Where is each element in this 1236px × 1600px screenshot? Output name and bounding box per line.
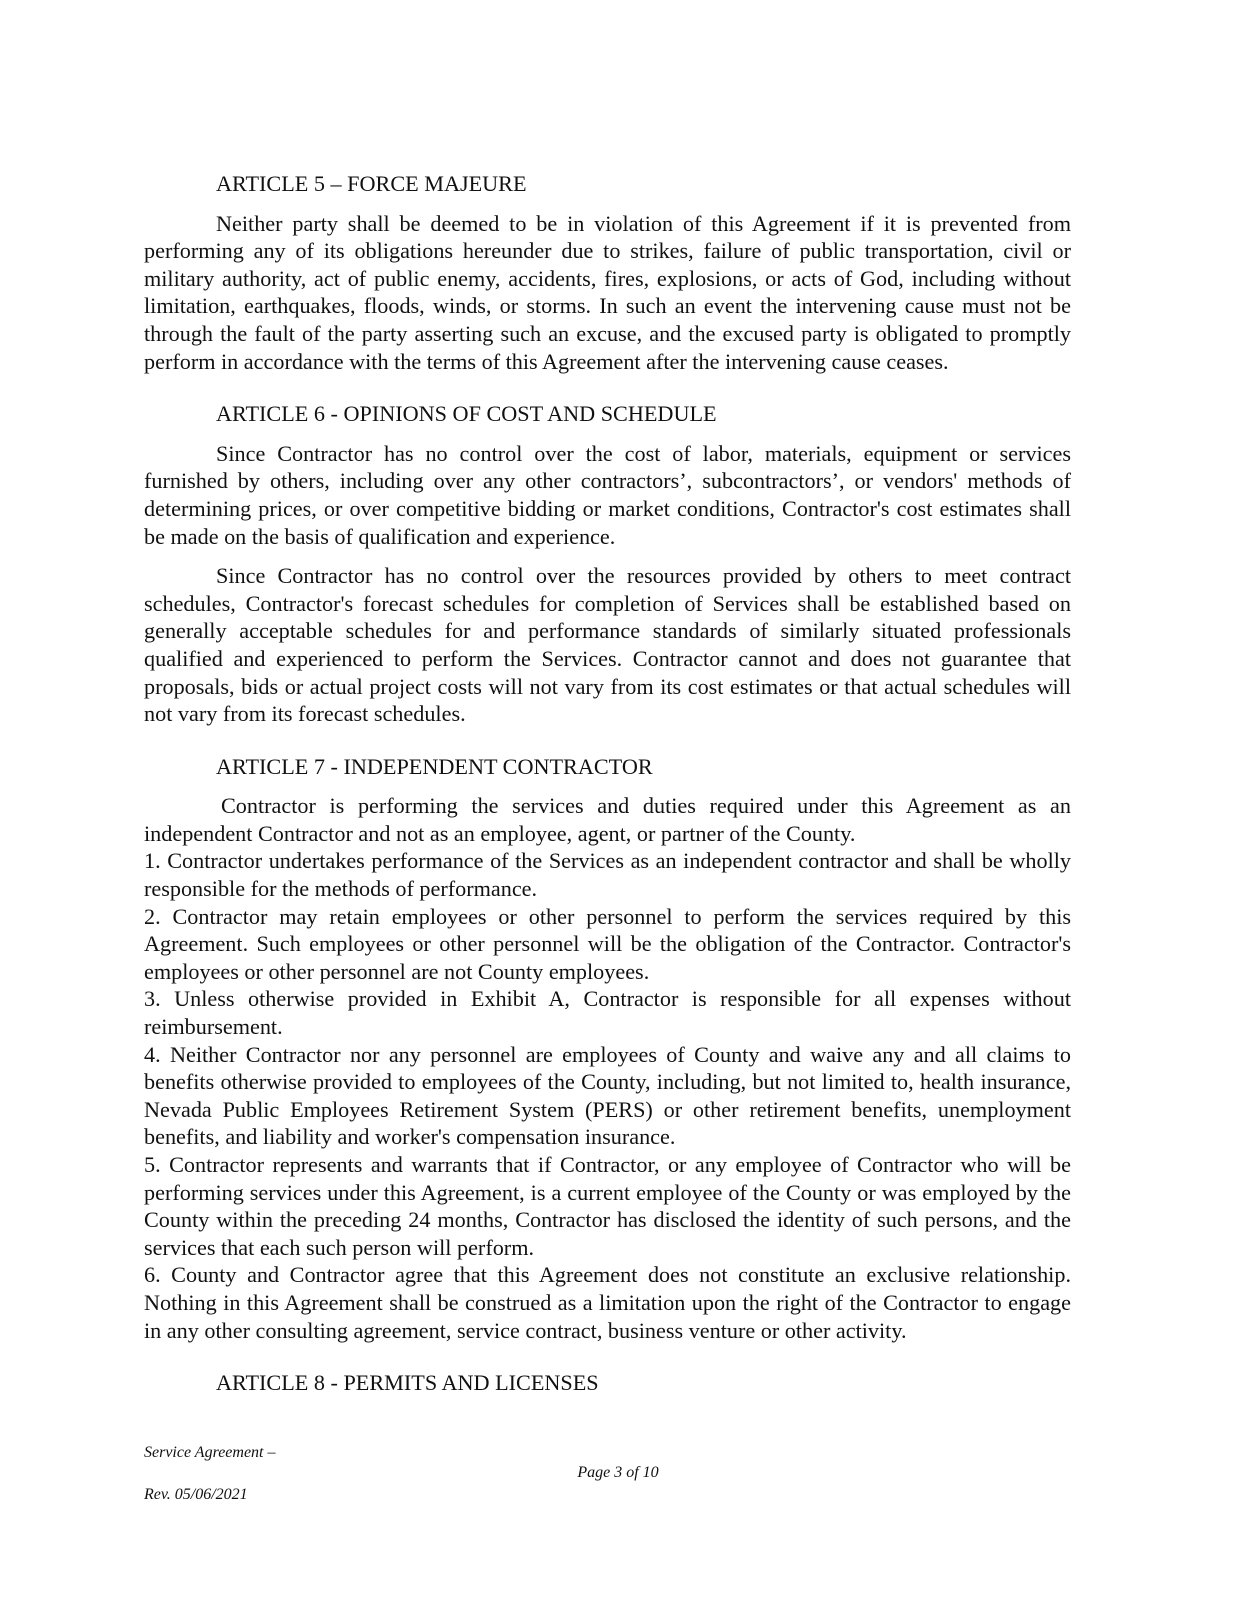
article-7-intro: Contractor is performing the services and duties required under this Agreement as an independent Contractor and not as an employee, agent, or partner of the County. <box>144 793 1071 846</box>
article-5-paragraph: Neither party shall be deemed to be in violation of this Agreement if it is prevented from performing any of its obligations hereunder due to strikes, failure of public transportation, civil or military authority, act of public enemy, accidents, fires, explosions, or acts of God, including without limitation, earthquakes, floods, winds, or storms. In such an event the intervening cause must not be through the fault of the party asserting such an excuse, and the excused party is obligated to promptly perform in accordance with the terms of this Agreement after the intervening cause ceases. <box>144 210 1071 374</box>
article-7-item-6: 6. County and Contractor agree that this Agreement does not constitute an exclusive relationship. Nothing in this Agreement shall be construed as a limitation upon the right of the Contractor to engage in any other consulting agreement, service contract, business venture or other activity. <box>144 1262 1071 1343</box>
document-body <box>144 170 1071 1397</box>
article-7-item-1: 1. Contractor undertakes performance of the Services as an independent contractor and shall be wholly responsible for the methods of performance. <box>144 848 1071 902</box>
article-7-heading: ARTICLE 7 - INDEPENDENT CONTRACTOR <box>216 753 653 779</box>
footer-document-title: Service Agreement – <box>144 1444 276 1461</box>
article-7-item-5: 5. Contractor represents and warrants that if Contractor, or any employee of Contractor who will be performing services under this Agreement, is a current employee of the County or was employed by the County within the preceding 24 months, Contractor has disclosed the identity of such persons, and the services that each such person will perform. <box>144 1152 1071 1260</box>
article-7-item-3: 3. Unless otherwise provided in Exhibit A, Contractor is responsible for all expenses without reimbursement. <box>144 986 1071 1040</box>
article-8-heading: ARTICLE 8 - PERMITS AND LICENSES <box>216 1370 599 1396</box>
footer-page-number: Page 3 of 10 <box>577 1464 659 1481</box>
article-7-item-2: 2. Contractor may retain employees or other personnel to perform the services required by this Agreement. Such employees or other personnel will be the obligation of the Contractor. Contractor's employees or other personnel are not County employees. <box>144 903 1071 984</box>
article-7-item-4: 4. Neither Contractor nor any personnel are employees of County and waive any and all claims to benefits otherwise provided to employees of the County, including, but not limited to, health insurance, Nevada Public Employees Retirement System (PERS) or other retirement benefits, unemployment benefits, and liability and worker's compensation insurance. <box>144 1041 1071 1150</box>
article-6-heading: ARTICLE 6 - OPINIONS OF COST AND SCHEDULE <box>216 401 717 427</box>
article-6-paragraph-cost: Since Contractor has no control over the cost of labor, materials, equipment or services furnished by others, including over any other contractors’, subcontractors’, or vendors' methods of determining prices, or over competitive bidding or market conditions, Contractor's cost estimates shall be made on the basis of qualification and experience. <box>144 440 1071 549</box>
article-5-heading: ARTICLE 5 – FORCE MAJEURE <box>216 171 527 196</box>
article-6-paragraph-schedule: Since Contractor has no control over the resources provided by others to meet contract schedules, Contractor's forecast schedules for completion of Services shall be established based on generally acceptable schedules for and performance standards of similarly situated professionals qualified and experienced to perform the Services. Contractor cannot and does not guarantee that proposals, bids or actual project costs will not vary from its cost estimates or that actual schedules will not vary from its forecast schedules. <box>144 563 1071 727</box>
footer-revision-date: Rev. 05/06/2021 <box>144 1486 248 1503</box>
